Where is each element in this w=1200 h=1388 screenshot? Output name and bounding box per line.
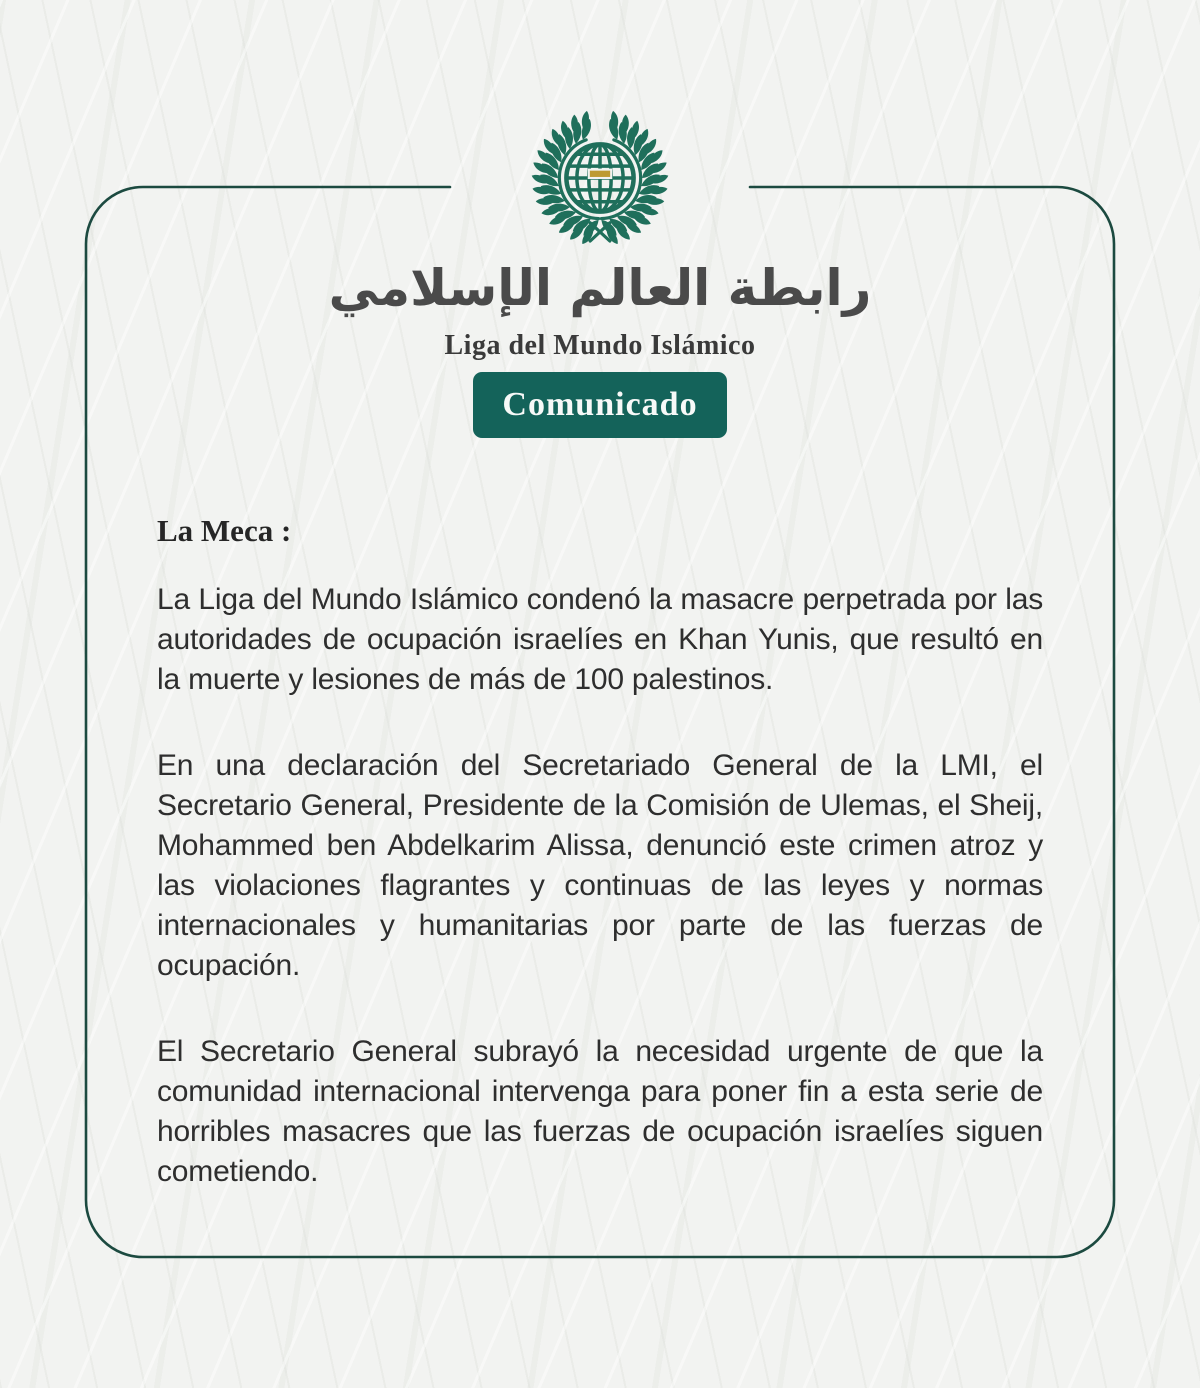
badge-row xyxy=(0,372,1200,438)
globe-icon xyxy=(566,144,633,211)
kaaba-gold-band xyxy=(589,170,611,178)
org-name: Liga del Mundo Islámico xyxy=(444,330,756,361)
communique-paragraph-2: En una declaración del Secretariado General de la LMI, el Secretario General, Presidente de la Comisión de Ulemas, el Sheij, Mohammed ben Abdelkarim Alissa, denunció este crimen atroz y las violaciones flagrantes y continuas de las leyes y normas internacionales y humanitarias por parte de las fuerzas de ocupación. xyxy=(157,749,1043,982)
communique-body xyxy=(157,512,1043,1238)
league-emblem-icon xyxy=(530,108,670,248)
communique-badge: Comunicado xyxy=(473,372,727,438)
arabic-calligraphy-title: رابطة العالم الإسلامي xyxy=(328,259,872,317)
dateline: La Meca : xyxy=(157,513,292,548)
communique-paragraph-1: La Liga del Mundo Islámico condenó la masacre perpetrada por las autoridades de ocupación israelíes en Khan Yunis, que resultó en la muerte y lesiones de más de 100 palestinos. xyxy=(157,583,1043,696)
communique-paragraph-3: El Secretario General subrayó la necesidad urgente de que la comunidad internacional intervenga para poner fin a esta serie de horribles masacres que las fuerzas de ocupación israelíes siguen cometiendo. xyxy=(157,1035,1043,1188)
